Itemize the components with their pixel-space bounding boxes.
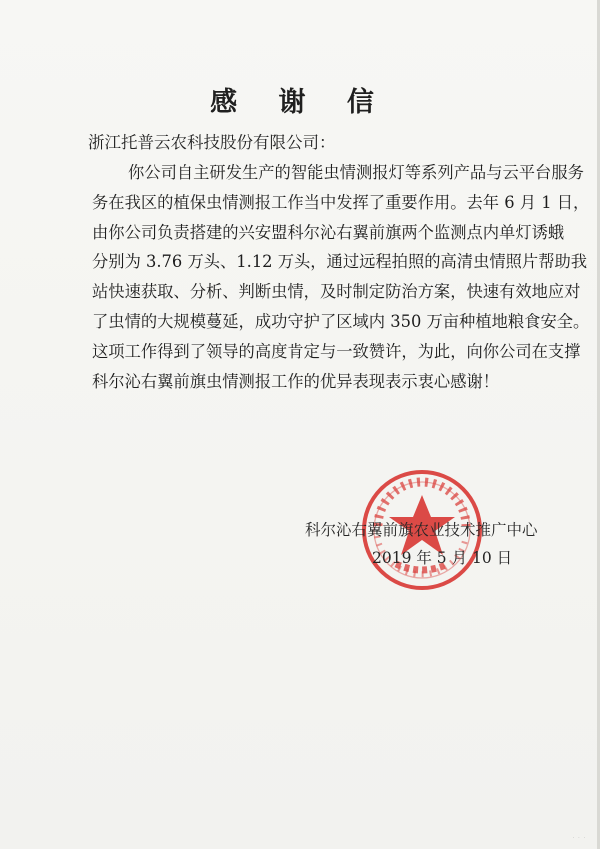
body-line-4: 分别为 3.76 万头、1.12 万头，通过远程拍照的高清虫情照片帮助我 xyxy=(92,252,588,272)
body-line-3: 由你公司负责搭建的兴安盟科尔沁右翼前旗两个监测点内单灯诱蛾 xyxy=(92,222,565,242)
body-line-5: 站快速获取、分析、判断虫情，及时制定防治方案，快速有效地应对 xyxy=(92,282,581,302)
letter-title: 感 谢 信 xyxy=(210,87,390,118)
letter-body xyxy=(92,158,590,396)
body-line-7: 这项工作得到了领导的高度肯定与一致赞许，为此，向你公司在支撑 xyxy=(92,341,581,361)
body-line-8: 科尔沁右翼前旗虫情测报工作的优异表现表示衷心感谢！ xyxy=(92,371,500,391)
recipient-line: 浙江托普云农科技股份有限公司： xyxy=(88,133,336,152)
sender-organization: 科尔沁右翼前旗农业技术推广中心 xyxy=(305,521,538,539)
body-line-6: 了虫情的大规模蔓延，成功守护了区域内 350 万亩种植地粮食安全。 xyxy=(92,311,590,331)
corner-watermark: · · · xyxy=(572,834,586,842)
body-line-2: 务在我区的植保虫情测报工作当中发挥了重要作用。去年 6 月 1 日， xyxy=(92,192,590,212)
body-line-1: 你公司自主研发生产的智能虫情测报灯等系列产品与云平台服务 xyxy=(128,163,584,182)
letter-date: 2019 年 5 月 10 日 xyxy=(372,549,513,567)
